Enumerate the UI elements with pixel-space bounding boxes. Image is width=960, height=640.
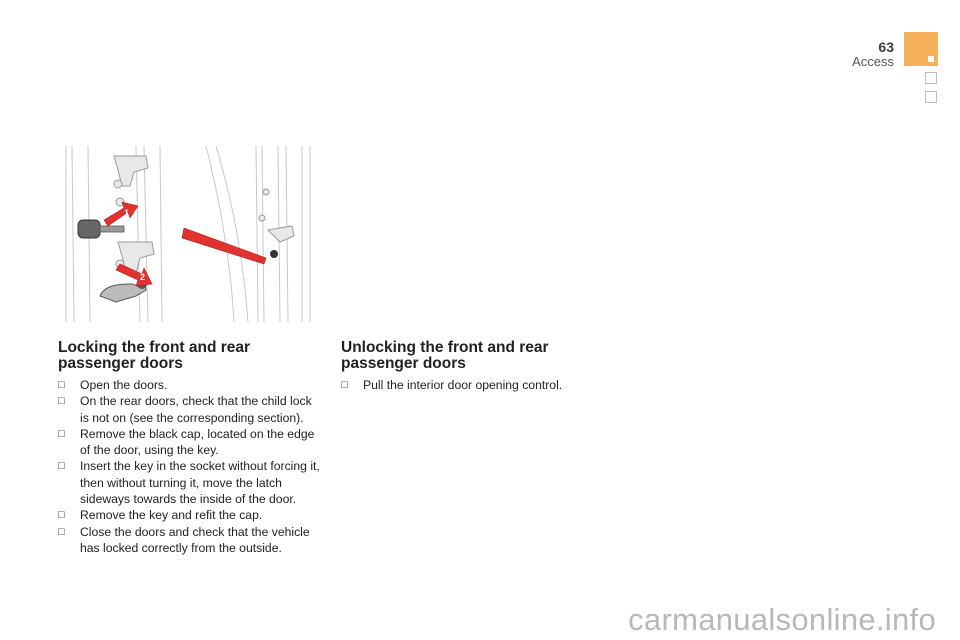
heading-line: Unlocking the front and rear <box>341 339 549 356</box>
section-label: Access <box>852 54 894 69</box>
unlocking-steps-list <box>341 377 591 393</box>
section-tab-active[interactable] <box>904 32 938 66</box>
step-text: On the rear doors, check that the child lock is not on (see the corresponding section). <box>80 394 312 425</box>
section-tab[interactable] <box>925 91 937 103</box>
checkbox-bullet-icon: □ <box>341 379 348 391</box>
step-text: Remove the black cap, located on the edge of the door, using the key. <box>80 426 315 458</box>
checkbox-bullet-icon: □ <box>58 379 65 391</box>
list-item <box>341 377 591 393</box>
callout-1: 1 <box>124 208 130 218</box>
checkbox-bullet-icon: □ <box>58 509 65 522</box>
list-item <box>58 393 320 426</box>
step-text: Remove the key and refit the cap. <box>80 508 263 523</box>
watermark: carmanualsonline.info <box>628 602 936 637</box>
heading-line: passenger doors <box>58 355 183 372</box>
unlocking-heading <box>341 340 549 372</box>
step-text: Open the doors. <box>80 378 168 392</box>
page-number: 63 <box>878 39 894 55</box>
list-item <box>58 507 320 523</box>
locking-steps-list <box>58 377 320 556</box>
list-item <box>58 524 320 557</box>
callout-2: 2 <box>140 272 146 282</box>
list-item <box>58 458 320 507</box>
step-text: Insert the key in the socket without forcing it, then without turning it, move the latch sideways towards the inside of the door. <box>80 459 320 507</box>
section-tab[interactable] <box>925 72 937 84</box>
heading-line: passenger doors <box>341 355 466 372</box>
list-item <box>58 426 320 459</box>
lock-socket-icon <box>270 250 278 258</box>
checkbox-bullet-icon: □ <box>58 525 65 538</box>
step-text: Close the doors and check that the vehicle has locked correctly from the outside. <box>80 524 310 555</box>
checkbox-bullet-icon: □ <box>58 395 65 408</box>
locking-heading <box>58 340 250 372</box>
heading-line: Locking the front and rear <box>58 339 251 356</box>
checkbox-bullet-icon: □ <box>58 427 65 440</box>
step-text: Pull the interior door opening control. <box>363 378 563 392</box>
door-lock-illustration <box>56 146 320 322</box>
tab-marker-icon <box>928 56 934 62</box>
list-item <box>58 377 320 393</box>
checkbox-bullet-icon: □ <box>58 460 65 473</box>
